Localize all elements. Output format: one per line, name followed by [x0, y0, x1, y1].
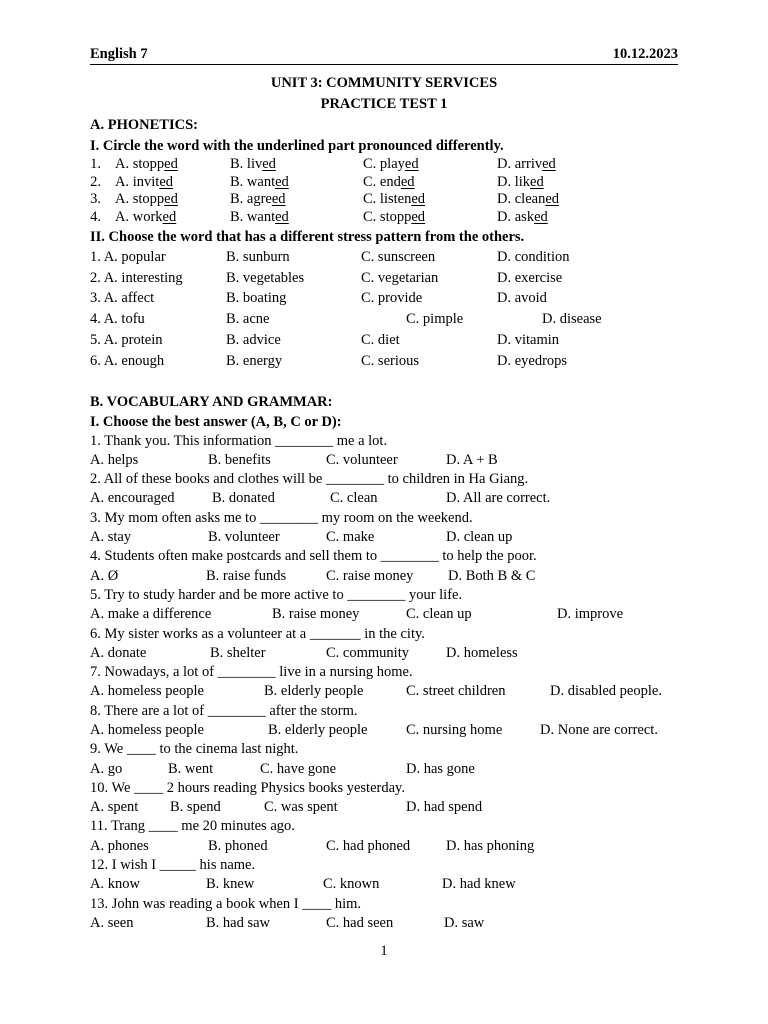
answer-option[interactable]: A. go [90, 760, 123, 777]
answer-option[interactable]: D. had spend [406, 799, 483, 816]
answer-option[interactable]: A. phones [90, 837, 149, 854]
answer-option[interactable]: A. spent [90, 799, 139, 816]
answer-option[interactable] [230, 174, 289, 192]
question-text: 8. There are a lot of ________ after the storm. [90, 702, 358, 719]
underlined-ending: ed [275, 173, 289, 190]
answer-option[interactable]: B. elderly people [268, 721, 368, 738]
section-a-heading: A. PHONETICS: [90, 117, 198, 133]
word-stem: agre [246, 191, 272, 208]
stress-list [90, 247, 678, 372]
answer-option[interactable]: A. stay [90, 529, 132, 546]
question-text: 13. John was reading a book when I ____ him. [90, 895, 362, 912]
item-number: 4. [90, 209, 101, 226]
option-letter: B. [230, 156, 247, 172]
section-b-heading: B. VOCABULARY AND GRAMMAR: [90, 393, 333, 410]
answer-option[interactable]: 5. A. protein [90, 331, 163, 348]
option-letter: D. [497, 173, 515, 190]
answer-option[interactable]: D. clean up [446, 529, 513, 546]
date-label: 10.12.2023 [612, 46, 678, 62]
answer-option[interactable]: B. raise funds [206, 567, 287, 584]
answer-option[interactable]: D. disabled people. [550, 683, 662, 700]
underlined-ending: ed [162, 209, 177, 226]
answer-row [90, 605, 678, 624]
answer-option[interactable]: A. helps [90, 451, 139, 468]
answer-option[interactable]: 3. A. affect [90, 290, 155, 307]
answer-option[interactable]: B. advice [226, 331, 281, 348]
answer-option[interactable]: D. has gone [406, 760, 475, 777]
question-text: 5. Try to study harder and be more active to ________ your life. [90, 586, 463, 603]
answer-option[interactable]: B. raise money [272, 606, 360, 623]
answer-option[interactable]: C. had seen [326, 914, 394, 931]
answer-row [90, 644, 678, 663]
stress-item [90, 247, 678, 268]
option-letter: C. [363, 209, 380, 226]
phonetics-item [90, 209, 678, 227]
option-letter: D. [497, 209, 515, 226]
answer-option[interactable]: C. clean up [406, 606, 472, 623]
answer-option[interactable] [363, 156, 419, 174]
question-text: 4. Students often make postcards and sell them to ________ to help the poor. [90, 548, 537, 565]
answer-option[interactable]: C. was spent [264, 799, 338, 816]
word-stem: stopp [379, 209, 412, 226]
word-stem: work [132, 209, 163, 226]
answer-option[interactable]: 1. A. popular [90, 248, 166, 265]
answer-option[interactable]: A. make a difference [90, 606, 212, 623]
answer-option[interactable] [115, 174, 173, 192]
word-stem: stopp [132, 156, 165, 172]
underlined-ending: ed [271, 191, 286, 208]
answer-option[interactable]: B. boating [226, 290, 287, 307]
word-stem: stopp [132, 191, 165, 208]
answer-row [90, 451, 678, 470]
answer-row [90, 489, 678, 508]
answer-option[interactable]: C. diet [361, 331, 400, 348]
worksheet-page [90, 44, 678, 933]
answer-option[interactable]: D. A + B [446, 451, 498, 468]
answer-option[interactable]: B. energy [226, 352, 283, 369]
answer-option[interactable]: C. known [323, 876, 380, 893]
item-number: 3. [90, 191, 101, 208]
answer-row [90, 682, 678, 701]
answer-option[interactable]: 6. A. enough [90, 352, 165, 369]
underlined-ending: ed [411, 209, 426, 226]
option-letter: A. [115, 173, 133, 190]
option-letter: A. [115, 209, 133, 226]
answer-option[interactable]: B. shelter [210, 644, 266, 661]
answer-option[interactable]: A. homeless people [90, 683, 204, 700]
answer-option[interactable] [363, 209, 425, 227]
answer-option[interactable]: C. sunscreen [361, 248, 436, 265]
phonetics-item [90, 191, 678, 209]
phonetics-list [90, 156, 678, 227]
word-stem: want [246, 173, 276, 190]
test-title: PRACTICE TEST 1 [320, 96, 448, 112]
answer-option[interactable] [497, 191, 559, 209]
page-header [90, 44, 678, 65]
answer-option[interactable]: A. homeless people [90, 721, 204, 738]
question-text: 3. My mom often asks me to ________ my room on the weekend. [90, 509, 473, 526]
answer-option[interactable] [115, 191, 178, 209]
unit-title: UNIT 3: COMMUNITY SERVICES [270, 75, 498, 91]
answer-option[interactable]: C. vegetarian [361, 269, 439, 286]
question-text: 10. We ____ 2 hours reading Physics books yesterday. [90, 779, 405, 796]
underlined-ending: ed [411, 191, 426, 208]
word-stem: liv [246, 156, 263, 172]
answer-row [90, 528, 678, 547]
underlined-ending: ed [534, 209, 548, 226]
answer-option[interactable]: D. vitamin [497, 331, 560, 348]
subject-label: English 7 [90, 46, 148, 62]
question-text: 6. My sister works as a volunteer at a _______ in the city. [90, 625, 425, 642]
underlined-ending: ed [262, 156, 276, 172]
answer-option[interactable]: B. spend [170, 799, 221, 816]
underlined-ending: ed [545, 191, 560, 208]
answer-option[interactable]: B. donated [212, 490, 275, 507]
answer-option[interactable]: D. Both B & C [448, 567, 536, 584]
answer-option[interactable] [230, 156, 276, 174]
answer-option[interactable]: B. elderly people [264, 683, 364, 700]
word-stem: ask [514, 209, 535, 226]
answer-option[interactable] [230, 209, 289, 227]
answer-option[interactable]: D. saw [444, 914, 485, 931]
underlined-ending: ed [404, 156, 419, 172]
answer-option[interactable]: C. street children [406, 683, 506, 700]
answer-option[interactable] [363, 174, 415, 192]
question-text: 2. All of these books and clothes will be ________ to children in Ha Giang. [90, 471, 529, 488]
stress-instruction: II. Choose the word that has a different stress pattern from the others. [90, 228, 525, 245]
underlined-ending: ed [530, 173, 544, 190]
answer-option[interactable]: D. eyedrops [497, 352, 568, 369]
option-letter: D. [497, 191, 515, 208]
phonetics-instruction: I. Circle the word with the underlined part pronounced differently. [90, 138, 504, 154]
phonetics-item [90, 174, 678, 192]
word-stem: end [379, 173, 401, 190]
answer-option[interactable]: B. phoned [208, 837, 268, 854]
answer-option[interactable]: D. All are correct. [446, 490, 551, 507]
answer-option[interactable]: C. clean [330, 490, 378, 507]
answer-option[interactable] [497, 174, 544, 192]
option-letter: C. [363, 156, 380, 172]
answer-option[interactable]: B. benefits [208, 451, 271, 468]
answer-option[interactable]: B. had saw [206, 914, 271, 931]
answer-row [90, 875, 678, 894]
answer-option[interactable]: D. had knew [442, 876, 516, 893]
answer-option[interactable]: D. condition [497, 248, 570, 265]
answer-option[interactable]: D. disease [542, 311, 602, 328]
word-stem: play [379, 156, 405, 172]
option-letter: C. [363, 173, 380, 190]
answer-option[interactable]: B. vegetables [226, 269, 305, 286]
item-number: 2. [90, 173, 101, 190]
underlined-ending: ed [542, 156, 556, 172]
question-list [90, 432, 678, 934]
option-letter: A. [115, 156, 133, 172]
answer-option[interactable] [497, 156, 556, 174]
underlined-ending: ed [159, 173, 174, 190]
underlined-ending: ed [164, 156, 178, 172]
underlined-ending: ed [400, 173, 415, 190]
answer-option[interactable]: B. acne [226, 311, 270, 328]
stress-item [90, 268, 678, 289]
option-letter: C. [363, 191, 380, 208]
word-stem: lik [514, 173, 531, 190]
option-letter: D. [497, 156, 515, 172]
answer-option[interactable]: C. community [326, 644, 409, 661]
answer-option[interactable]: A. know [90, 876, 140, 893]
answer-option[interactable]: D. has phoning [446, 837, 535, 854]
stress-item [90, 351, 678, 372]
answer-option[interactable]: C. raise money [326, 567, 414, 584]
answer-option[interactable]: B. sunburn [226, 248, 290, 265]
word-stem: arriv [514, 156, 543, 172]
item-number: 1. [90, 156, 101, 172]
answer-option[interactable]: B. went [168, 760, 214, 777]
answer-option[interactable]: A. donate [90, 644, 147, 661]
answer-option[interactable]: C. make [326, 529, 375, 546]
answer-option[interactable]: A. seen [90, 914, 134, 931]
word-stem: clean [514, 191, 546, 208]
underlined-ending: ed [164, 191, 178, 208]
answer-option[interactable]: A. Ø [90, 567, 119, 584]
answer-option[interactable] [497, 209, 548, 227]
answer-option[interactable]: C. volunteer [326, 451, 398, 468]
answer-option[interactable]: D. exercise [497, 269, 563, 286]
answer-option[interactable]: D. homeless [446, 644, 518, 661]
page-number: 1 [380, 943, 388, 959]
answer-option[interactable]: C. pimple [406, 311, 464, 328]
question-text: 7. Nowadays, a lot of ________ live in a nursing home. [90, 664, 413, 681]
word-stem: invit [132, 173, 160, 190]
answer-option[interactable] [115, 209, 176, 227]
answer-row [90, 837, 678, 856]
answer-option[interactable]: B. knew [206, 876, 255, 893]
answer-option[interactable]: C. have gone [260, 760, 337, 777]
answer-option[interactable]: C. had phoned [326, 837, 411, 854]
option-letter: B. [230, 173, 247, 190]
answer-row [90, 914, 678, 933]
option-letter: B. [230, 191, 247, 208]
answer-option[interactable] [230, 191, 286, 209]
answer-option[interactable]: D. improve [557, 606, 624, 623]
question-text: 9. We ____ to the cinema last night. [90, 741, 299, 758]
question-text: 11. Trang ____ me 20 minutes ago. [90, 818, 295, 835]
answer-option[interactable]: C. serious [361, 352, 419, 369]
answer-option[interactable]: C. nursing home [406, 721, 503, 738]
answer-row [90, 760, 678, 779]
question-text: 1. Thank you. This information ________ me a lot. [90, 432, 388, 449]
option-letter: B. [230, 209, 247, 226]
underlined-ending: ed [275, 209, 289, 226]
answer-option[interactable] [363, 191, 425, 209]
answer-option[interactable] [115, 156, 178, 174]
phonetics-item [90, 156, 678, 174]
vocab-instruction: I. Choose the best answer (A, B, C or D): [90, 413, 342, 430]
answer-row [90, 798, 678, 817]
answer-option[interactable]: B. volunteer [208, 529, 280, 546]
answer-option[interactable]: 4. A. tofu [90, 311, 145, 328]
word-stem: want [246, 209, 276, 226]
answer-option[interactable]: 2. A. interesting [90, 269, 183, 286]
answer-option[interactable]: C. provide [361, 290, 423, 307]
stress-item [90, 309, 678, 330]
question-text: 12. I wish I _____ his name. [90, 857, 256, 874]
answer-option[interactable]: D. None are correct. [540, 721, 658, 738]
option-letter: A. [115, 191, 133, 208]
answer-row [90, 567, 678, 586]
answer-row [90, 721, 678, 740]
answer-option[interactable]: D. avoid [497, 290, 547, 307]
stress-item [90, 330, 678, 351]
word-stem: listen [379, 191, 412, 208]
answer-option[interactable]: A. encouraged [90, 490, 175, 507]
stress-item [90, 288, 678, 309]
